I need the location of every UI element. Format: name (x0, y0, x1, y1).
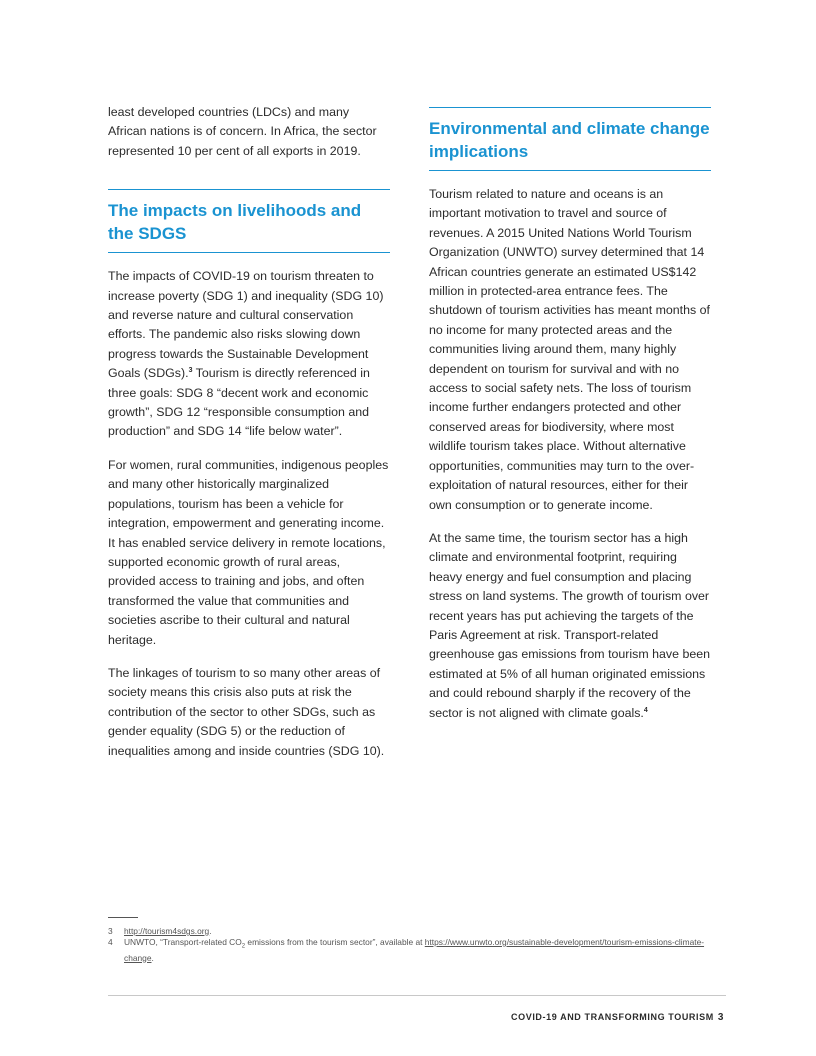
page-number: 3 (717, 1012, 724, 1023)
section-heading-livelihoods: The impacts on livelihoods and the SDGS (108, 201, 362, 244)
footer-divider (108, 995, 726, 996)
footnote-ref-4[interactable]: 4 (643, 706, 648, 714)
left-column (108, 103, 390, 761)
right-column (429, 107, 711, 723)
intro-paragraph: least developed countries (LDCs) and many African nations is of concern. In Africa, the sector represented 10 per cent of all exports in 2019. (108, 105, 377, 158)
page-footer (511, 1012, 724, 1023)
section-heading-environment: Environmental and climate change implications (429, 119, 710, 161)
heading-block (108, 190, 390, 252)
footer-title: COVID-19 AND TRANSFORMING TOURISM (511, 1012, 714, 1022)
footnote-divider (108, 917, 138, 918)
footnote-link[interactable]: http://tourism4sdgs.org (124, 926, 210, 936)
paragraph-linkages: The linkages of tourism to so many other areas of society means this crisis also puts at risk the contribution of the sector to other SDGs, such as gender equality (SDG 5) or the reduction of inequalities among and inside countries (SDG 10). (108, 665, 385, 758)
paragraph-climate-footprint: At the same time, the tourism sector has a high climate and environmental footprint, requiring heavy energy and fuel consumption and placing stress on land systems. The growth of tourism over recent years has put achieving the targets of the Paris Agreement at risk. Transport-related greenhouse gas emissions from tourism have been estimated at 5% of all human originated emissions and could rebound sharply if the recovery of the sector is not aligned with climate goals.$^4$ (429, 530, 711, 720)
heading-rule-bottom (108, 252, 390, 253)
footnote-ref-3[interactable]: 3 (188, 367, 193, 375)
heading-rule-bottom (429, 170, 711, 171)
footnote-link[interactable]: https://www.unwto.org/sustainable-development/tourism-emissions-climate-change (124, 937, 705, 963)
paragraph-women-communities: For women, rural communities, indigenous peoples and many other historically marginalized populations, tourism has been a vehicle for integration, empowerment and generating income. It has enabled service delivery in remote locations, supported economic growth of rural areas, provided access to training and jobs, and often transformed the value that communities and societies ascribe to their cultural and natural heritage. (108, 457, 389, 647)
paragraph-covid-impacts: The impacts of COVID-19 on tourism threaten to increase poverty (SDG 1) and inequality (SDG 10) and reverse nature and cultural conservation efforts. The pandemic also risks slowing down progress towards the Sustainable Development Goals (SDGs).$^3$ Tourism is directly referenced in three goals: SDG 8 “decent work and economic growth”, SDG 12 “responsible consumption and production” and SDG 14 “life below water”. (108, 269, 384, 439)
paragraph-nature-tourism: Tourism related to nature and oceans is an important motivation to travel and source of revenues. A 2015 United Nations World Tourism Organization (UNWTO) survey determined that 14 African countries generate an estimated US$142 million in protected-area entrance fees. The shutdown of tourism activities has meant months of no income for many protected areas and the communities living around them, many highly dependent on tourism for survival and with no access to social safety nets. The loss of tourism income further endangers protected and other conserved areas for biodiversity, where most wildlife tourism takes place. Without alternative opportunities, communities may turn to the over-exploitation of natural resources, either for their own consumption or to generate income. (429, 187, 710, 512)
footnote-item: 4 UNWTO, “Transport-related $CO_2$ emissions from the tourism sector”, available at https://www.unwto.org/sustainable-development/tourism-emissions-climate-change. (108, 937, 705, 963)
heading-block (429, 108, 711, 170)
footnote-item: 3 http://tourism4sdgs.org. (108, 926, 212, 936)
footnotes (108, 926, 708, 964)
